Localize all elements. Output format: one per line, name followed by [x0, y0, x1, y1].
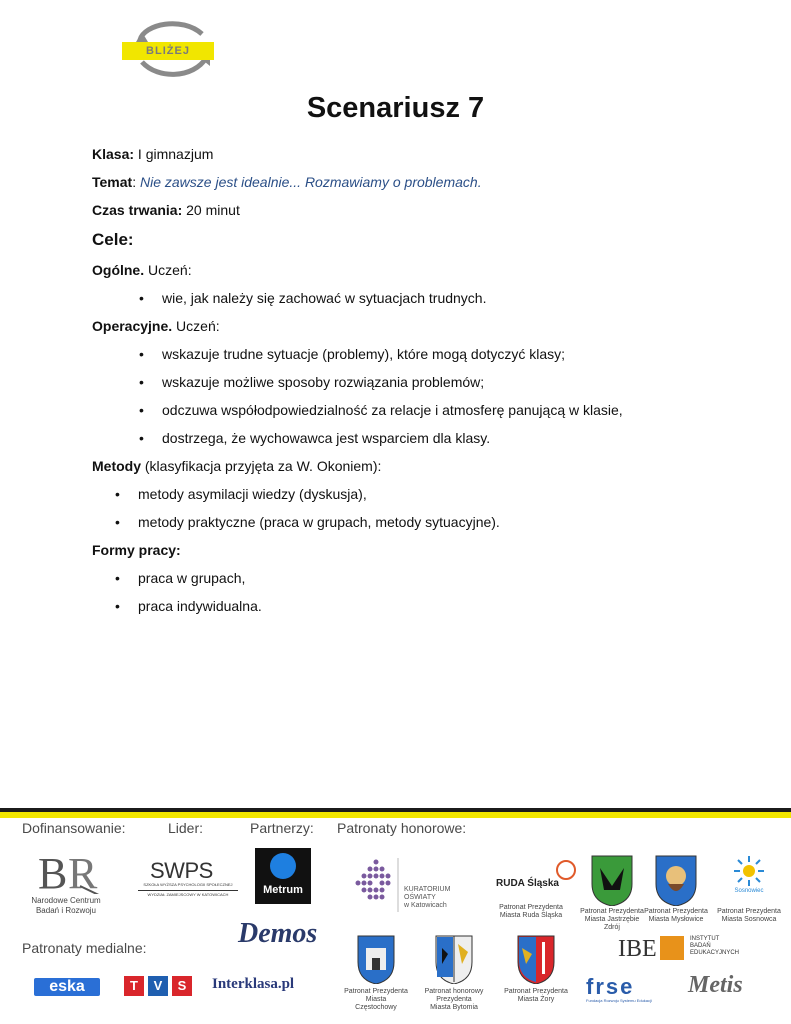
patronat-czestochowa-line1: Patronat Prezydenta — [344, 988, 408, 995]
frse-logo — [586, 974, 676, 1008]
sosnowiec-logo — [714, 854, 784, 924]
list-item-text: odczuwa współodpowiedzialność za relacje i atmosferę panującą w klasie, — [162, 402, 623, 418]
czestochowa-shield-icon — [356, 934, 396, 984]
bullet-icon: • — [115, 514, 120, 530]
operacyjne-label: Operacyjne. — [92, 318, 173, 334]
list-item — [92, 344, 742, 364]
frse-sub: Fundacja Rozwoju Systemu Edukacji — [586, 998, 652, 1003]
kuratorium-line2: OŚWIATY — [404, 894, 436, 901]
patronat-zory-line1: Patronat Prezydenta — [504, 988, 568, 995]
ibe-sub2: BADAŃ — [690, 943, 711, 949]
operacyjne-line — [92, 316, 742, 336]
klasa-value: I gimnazjum — [134, 146, 214, 162]
list-item — [92, 512, 742, 532]
interklasa-logo: Interklasa.pl — [212, 976, 295, 992]
list-item — [92, 568, 742, 588]
myslowice-shield-icon — [654, 854, 698, 906]
metrum-logo — [255, 848, 311, 904]
list-item — [92, 428, 742, 448]
myslowice-crest — [644, 854, 708, 924]
patronat-czestochowa-line2: Miasta Częstochowy — [355, 996, 397, 1011]
kuratorium-dots-icon — [352, 858, 400, 912]
ogolne-line — [92, 260, 742, 280]
list-item-text: dostrzega, że wychowawca jest wsparciem dla klasy. — [162, 430, 491, 446]
sosnowiec-name: Sosnowiec — [734, 888, 764, 894]
list-item-text: wskazuje trudne sytuacje (problemy), które mogą dotyczyć klasy; — [162, 346, 566, 362]
ogolne-label: Ogólne. — [92, 262, 145, 278]
bullet-icon: • — [115, 598, 120, 614]
patronat-sosnowiec-line2: Miasta Sosnowca — [721, 916, 777, 923]
list-item — [92, 484, 742, 504]
bytom-crest — [408, 934, 500, 1014]
lider-label: Lider: — [168, 820, 204, 836]
patronat-ruda-line2: Miasta Ruda Śląska — [499, 912, 563, 919]
tvs-v: V — [148, 976, 168, 996]
ruda-slaska-logo — [496, 860, 580, 920]
czestochowa-crest — [344, 934, 408, 1014]
tvs-t: T — [124, 976, 144, 996]
list-item-text: wskazuje możliwe sposoby rozwiązania problemów; — [162, 374, 485, 390]
jastrzebie-shield-icon — [590, 854, 634, 906]
ibe-sub3: EDUKACYJNYCH — [690, 950, 740, 956]
kuratorium-logo — [352, 858, 462, 918]
bytom-shield-icon — [434, 934, 474, 984]
bullet-icon: • — [115, 570, 120, 586]
metody-value: (klasyfikacja przyjęta za W. Okoniem): — [141, 458, 382, 474]
ncbr-logo — [30, 848, 130, 918]
cele-heading: Cele: — [92, 230, 134, 249]
ogolne-list — [92, 288, 742, 308]
dofinansowanie-label: Dofinansowanie: — [22, 820, 126, 836]
swps-sub1: SZKOŁA WYŻSZA PSYCHOLOGII SPOŁECZNEJ — [143, 882, 233, 887]
eska-logo — [34, 978, 100, 996]
jastrzebie-crest — [580, 854, 644, 931]
temat-end: . — [477, 174, 482, 190]
bullet-icon: • — [139, 402, 144, 418]
bullet-icon: • — [115, 486, 120, 502]
list-item — [92, 288, 742, 308]
swps-logo — [138, 858, 238, 898]
temat-label: Temat — [92, 174, 133, 190]
czas-label: Czas trwania: — [92, 202, 183, 218]
ncbr-br-icon — [30, 848, 130, 894]
list-item-text: praca indywidualna. — [138, 598, 262, 614]
list-item — [92, 400, 742, 420]
tvs-s: S — [172, 976, 192, 996]
footer-stripe-yellow — [0, 812, 791, 818]
bullet-icon: • — [139, 374, 144, 390]
ibe-name: IBE — [618, 936, 657, 962]
ruda-emblem-icon — [556, 860, 576, 880]
metrum-name: Metrum — [263, 884, 303, 896]
kuratorium-line3: w Katowicach — [404, 902, 447, 909]
ogolne-value: Uczeń: — [144, 262, 192, 278]
frse-name: frse — [586, 974, 635, 999]
list-item-text: wie, jak należy się zachować w sytuacjach trudnych. — [162, 290, 487, 306]
bullet-icon: • — [139, 346, 144, 362]
metody-label: Metody — [92, 458, 141, 474]
patronaty-honorowe-label: Patronaty honorowe: — [337, 820, 467, 836]
patronat-bytom-line2: Miasta Bytomia — [430, 1004, 478, 1011]
bullet-icon: • — [139, 430, 144, 446]
list-item-text: metody praktyczne (praca w grupach, metody sytuacyjne). — [138, 514, 500, 530]
temat-line — [92, 172, 742, 192]
temat-separator: : — [132, 174, 140, 190]
ibe-sub1: INSTYTUT — [690, 936, 720, 942]
metody-line — [92, 456, 742, 476]
metrum-circle-icon — [270, 853, 296, 879]
sponsors-footer — [0, 808, 791, 1024]
czas-value: 20 minut — [182, 202, 240, 218]
ncbr-line2: Badań i Rozwoju — [35, 906, 97, 915]
list-item — [92, 372, 742, 392]
czas-line — [92, 200, 742, 220]
klasa-label: Klasa: — [92, 146, 135, 162]
operacyjne-list — [92, 344, 742, 448]
svg-text:R: R — [68, 849, 98, 894]
scenario-content — [92, 144, 742, 624]
list-item — [92, 596, 742, 616]
patronat-jastrzebie-line2: Miasta Jastrzębie Zdrój — [584, 916, 640, 931]
bullet-icon: • — [139, 290, 144, 306]
logo-label: BLIŻEJ — [122, 42, 214, 60]
sosnowiec-sun-icon — [734, 856, 764, 886]
swps-sub2: WYDZIAŁ ZAMIEJSCOWY W KATOWICACH — [138, 890, 238, 897]
swps-name: SWPS — [150, 858, 213, 883]
patronat-zory-line2: Miasta Żory — [517, 996, 555, 1003]
ibe-emblem-icon — [660, 936, 684, 960]
formy-list — [92, 568, 742, 616]
ibe-logo — [618, 932, 768, 966]
zory-shield-icon — [516, 934, 556, 984]
patronaty-medialne-label: Patronaty medialne: — [22, 940, 147, 956]
list-item-text: praca w grupach, — [138, 570, 246, 586]
patronat-myslowice-line2: Miasta Mysłowice — [648, 916, 704, 923]
ncbr-line1: Narodowe Centrum — [31, 896, 101, 905]
ruda-name: RUDA Śląska — [496, 878, 559, 889]
temat-value: Nie zawsze jest idealnie... Rozmawiamy o problemach — [139, 174, 478, 190]
metis-logo: Metis — [688, 972, 743, 998]
svg-text:B: B — [38, 849, 68, 894]
demos-logo: Demos — [238, 918, 318, 949]
patronat-bytom-line1: Patronat honorowy Prezydenta — [424, 988, 484, 1003]
tvs-logo — [124, 976, 194, 998]
klasa-line — [92, 144, 742, 164]
page-title: Scenariusz 7 — [306, 92, 485, 124]
patronat-jastrzebie-line1: Patronat Prezydenta — [580, 908, 644, 915]
list-item-text: metody asymilacji wiedzy (dyskusja), — [138, 486, 367, 502]
eska-name: eska — [49, 978, 85, 995]
partnerzy-label: Partnerzy: — [250, 820, 314, 836]
operacyjne-value: Uczeń: — [172, 318, 220, 334]
metody-list — [92, 484, 742, 532]
patronat-sosnowiec-line1: Patronat Prezydenta — [717, 908, 781, 915]
zory-crest — [504, 934, 568, 1014]
blizej-logo — [122, 18, 218, 78]
kuratorium-line1: KURATORIUM — [404, 886, 451, 893]
patronat-myslowice-line1: Patronat Prezydenta — [644, 908, 708, 915]
patronat-ruda-line1: Patronat Prezydenta — [499, 904, 563, 911]
formy-heading: Formy pracy: — [92, 542, 181, 558]
